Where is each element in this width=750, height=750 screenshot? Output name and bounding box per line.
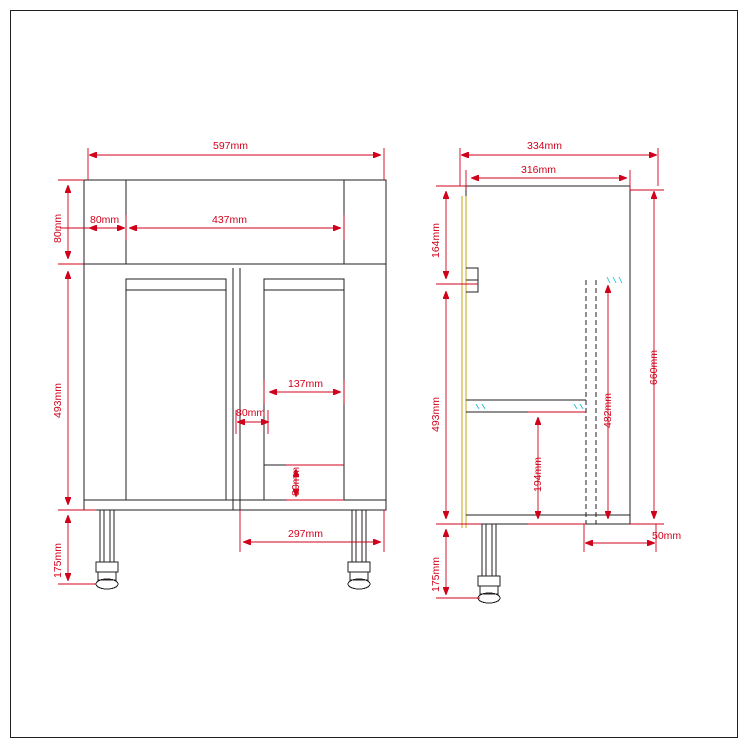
front-elevation-geometry [84, 180, 386, 589]
dim-front-drawer-height: 80mm [290, 466, 302, 496]
dim-side-foot-offset: 50mm [652, 530, 682, 542]
dim-front-body-height: 493mm [52, 382, 64, 418]
dim-front-left-offset: 80mm [90, 214, 120, 226]
dim-front-top-height: 80mm [52, 213, 64, 243]
dim-side-drawer-depth: 194mm [532, 456, 544, 492]
dim-side-body-depth: 316mm [521, 164, 557, 176]
dim-front-base-width: 297mm [288, 528, 324, 540]
dim-side-leg-height: 175mm [430, 556, 442, 592]
dim-side-shelf-height: 482mm [602, 392, 614, 428]
dim-front-drawer-width: 137mm [288, 378, 324, 390]
dim-front-leg-height: 175mm [52, 542, 64, 578]
dim-front-drawer-offset: 80mm [236, 407, 266, 419]
dim-side-total-height: 660mm [648, 349, 660, 385]
dim-side-overall-depth: 334mm [527, 140, 563, 152]
dim-side-body-height: 493mm [430, 396, 442, 432]
dim-side-upper-height: 164mm [430, 222, 442, 258]
dim-front-overall-width: 597mm [213, 140, 249, 152]
dim-front-basin-width: 437mm [212, 214, 248, 226]
